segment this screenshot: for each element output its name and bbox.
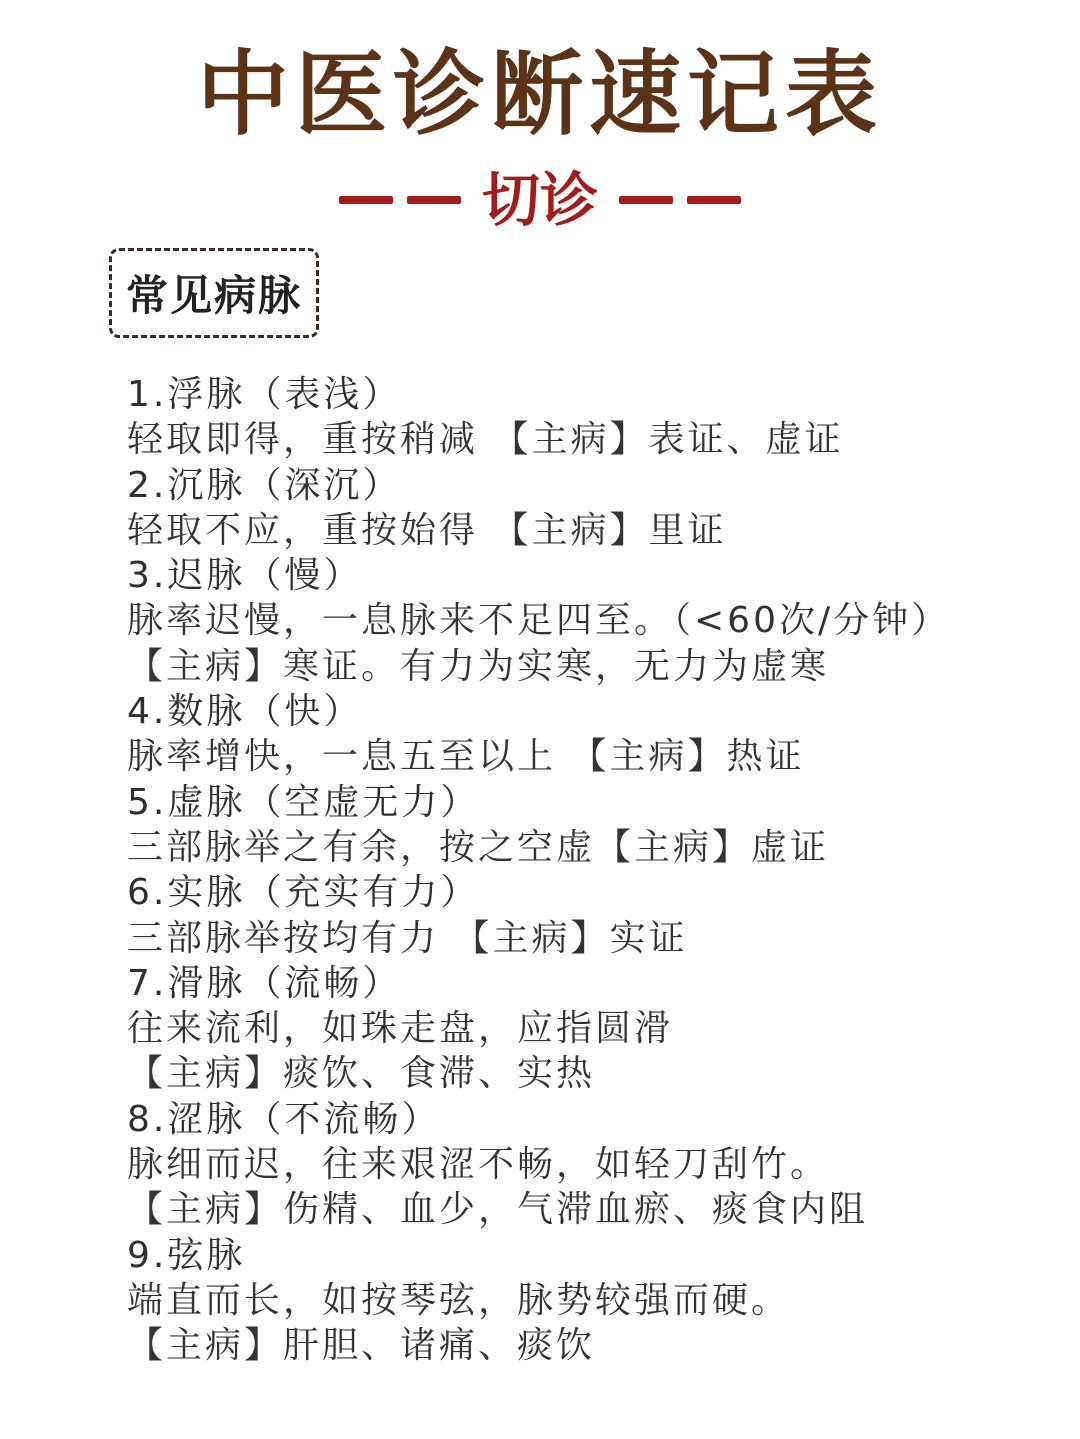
pulse-item	[127, 780, 1027, 871]
subtitle-dash-left-1	[339, 196, 393, 204]
pulse-item	[127, 372, 1027, 463]
pulse-heading: 5.虚脉（空虚无力）	[127, 781, 480, 823]
pulse-list	[127, 372, 1027, 1369]
section-label: 常见病脉	[125, 271, 302, 320]
pulse-item	[127, 1233, 1027, 1369]
pulse-description: 脉率增快，一息五至以上 【主病】热证	[127, 736, 805, 778]
pulse-description: 轻取不应，重按始得 【主病】里证	[127, 509, 727, 551]
pulse-heading: 4.数脉（快）	[127, 691, 363, 733]
pulse-description: 三部脉举按均有力 【主病】实证	[127, 917, 688, 959]
subtitle-dash-right-1	[619, 196, 673, 204]
pulse-description: 往来流利，如珠走盘，应指圆滑	[127, 1008, 674, 1050]
pulse-item	[127, 870, 1027, 961]
pulse-heading: 8.涩脉（不流畅）	[127, 1098, 441, 1140]
subtitle-dash-right-2	[687, 196, 741, 204]
pulse-item	[127, 961, 1027, 1097]
pulse-description: 脉细而迟，往来艰涩不畅，如轻刀刮竹。	[127, 1144, 830, 1186]
page-subtitle: 切诊	[481, 166, 598, 234]
pulse-item	[127, 1097, 1027, 1233]
pulse-description: 三部脉举之有余，按之空虚【主病】虚证	[127, 826, 830, 868]
pulse-heading: 6.实脉（充实有力）	[127, 872, 480, 914]
pulse-heading: 2.沉脉（深沉）	[127, 464, 402, 506]
pulse-heading: 1.浮脉（表浅）	[127, 374, 402, 415]
pulse-item	[127, 463, 1027, 554]
subtitle-row	[0, 160, 1080, 240]
section-label-box	[109, 248, 319, 338]
pulse-description: 【主病】伤精、血少，气滞血瘀、痰食内阻	[127, 1189, 869, 1231]
pulse-description: 【主病】痰饮、食滞、实热	[127, 1053, 596, 1095]
pulse-heading: 9.弦脉	[127, 1234, 246, 1276]
pulse-description: 【主病】寒证。有力为实寒，无力为虚寒	[127, 645, 830, 687]
pulse-heading: 3.迟脉（慢）	[127, 555, 363, 597]
pulse-item	[127, 689, 1027, 780]
pulse-description: 端直而长，如按琴弦，脉势较强而硬。	[127, 1279, 791, 1321]
pulse-description: 【主病】肝胆、诸痛、痰饮	[127, 1325, 596, 1367]
page-title: 中医诊断速记表	[196, 41, 883, 148]
subtitle-dash-left-2	[407, 196, 461, 204]
pulse-heading: 7.滑脉（流畅）	[127, 962, 402, 1004]
pulse-description: 轻取即得，重按稍减 【主病】表证、虚证	[127, 419, 844, 461]
pulse-item	[127, 553, 1027, 689]
pulse-description: 脉率迟慢，一息脉来不足四至。（<60次/分钟）	[127, 600, 951, 642]
